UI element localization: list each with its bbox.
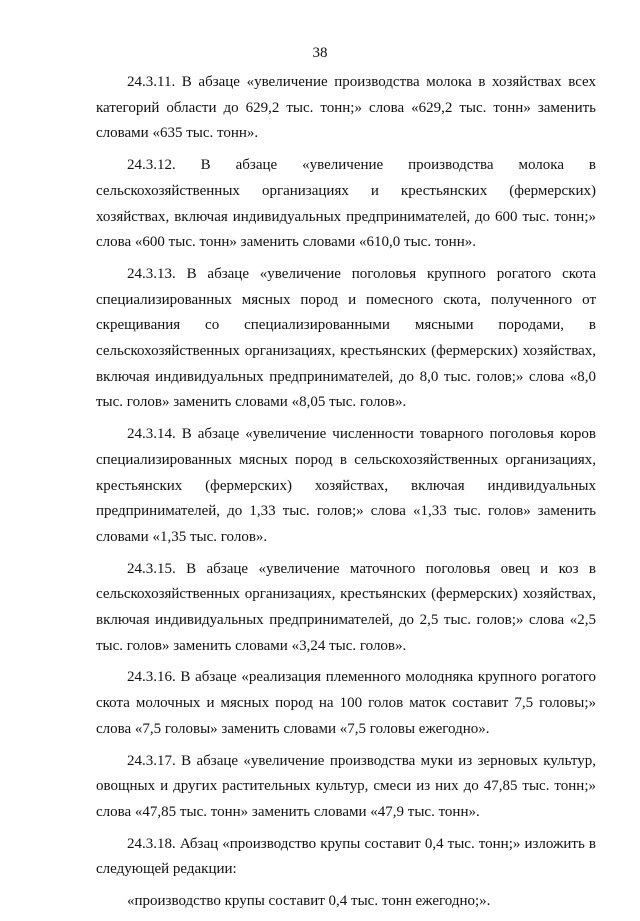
paragraph-24-3-11: 24.3.11. В абзаце «увеличение производства молока в хозяйствах всех категорий области до 629,2 тыс. тонн;» слова «629,2 тыс. тонн» заменить словами «635 тыс. тонн». (96, 74, 596, 142)
document-body (96, 70, 596, 921)
paragraph-24-3-12: 24.3.12. В абзаце «увеличение производства молока в сельскохозяйственных организациях и крестьянских (фермерских) хозяйствах, включая индивидуальных предпринимателей, до 600 тыс. тонн;» слова «600 тыс. тонн» заменить словами «610,0 тыс. тонн». (96, 157, 596, 251)
paragraph-24-3-15: 24.3.15. В абзаце «увеличение маточного поголовья овец и коз в сельскохозяйственных организациях, крестьянских (фермерских) хозяйствах, включая индивидуальных предпринимателей, до 2,5 тыс. голов;» слова «2,5 тыс. голов» заменить словами «3,24 тыс. голов». (96, 560, 596, 654)
paragraph-24-3-18: 24.3.18. Абзац «производство крупы составит 0,4 тыс. тонн;» изложить в следующей редакции: (96, 835, 596, 878)
paragraph-24-3-17: 24.3.17. В абзаце «увеличение производства муки из зерновых культур, овощных и других растительных культур, смеси из них до 47,85 тыс. тонн;» слова «47,85 тыс. тонн» заменить словами «47,9 тыс. тонн». (96, 752, 596, 820)
paragraph-new-wording: «производство крупы составит 0,4 тыс. тонн ежегодно;». (127, 893, 491, 910)
paragraph-24-3-13: 24.3.13. В абзаце «увеличение поголовья крупного рогатого скота специализированных мясных пород и помесного скота, полученного от скрещивания со специализированными мясными породами, в сельскохозяйственных организациях, крестьянских (фермерских) хозяйствах, включая индивидуальных предпринимателей, до 8,0 тыс. голов;» слова «8,0 тыс. голов» заменить словами «8,05 тыс. голов». (96, 265, 596, 411)
paragraph-24-3-14: 24.3.14. В абзаце «увеличение численности товарного поголовья коров специализированных мясных пород в сельскохозяйственных организациях, крестьянских (фермерских) хозяйствах, включая индивидуальных предпринимателей, до 1,33 тыс. голов;» слова «1,33 тыс. голов» заменить словами «1,35 тыс. голов». (96, 426, 596, 545)
paragraph-24-3-16: 24.3.16. В абзаце «реализация племенного молодняка крупного рогатого скота молочных и мясных пород на 100 голов маток составит 7,5 головы;» слова «7,5 головы» заменить словами «7,5 головы ежегодно». (96, 669, 596, 737)
page-number: 38 (312, 45, 328, 61)
